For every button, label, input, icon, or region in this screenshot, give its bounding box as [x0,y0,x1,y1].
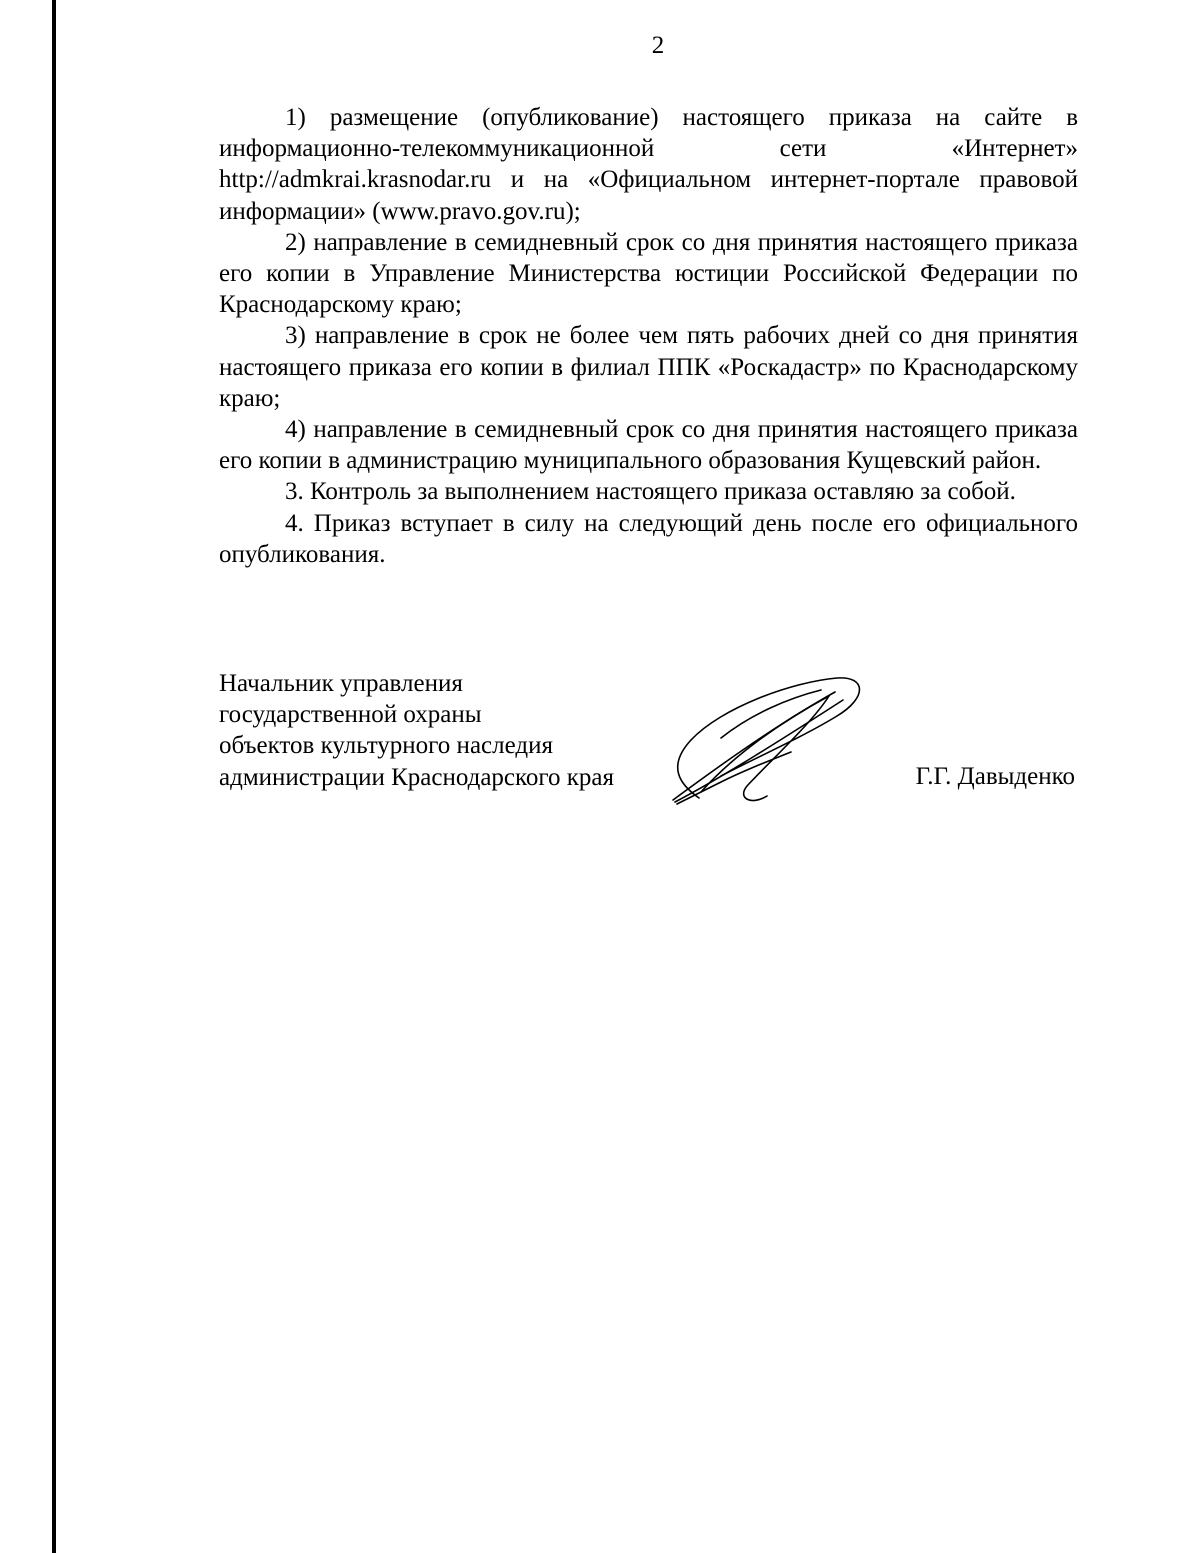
paragraph-6: 4. Приказ вступает в силу на следующий день после его официального опубликования. [219,509,1078,568]
paragraph-2: 2) направление в семидневный срок со дня принятия настоящего приказа его копии в Управление Министерства юстиции Российской Федерации по Краснодарскому краю; [219,228,1078,319]
signatory-name: Г.Г. Давыденко [915,763,1075,790]
signatory-position [219,668,614,793]
paragraph-3: 3) направление в срок не более чем пять рабочих дней со дня принятия настоящего приказа его копии в филиал ППК «Роскадастр» по Краснодарскому краю; [219,322,1078,412]
scan-edge [52,60,56,1553]
signature-block [219,668,1079,828]
document-body [219,102,1078,570]
signatory-position-line: государственной охраны [219,701,482,729]
signatory-position-line: объектов культурного наследия [219,732,553,760]
page-number: 2 [651,32,665,59]
handwritten-signature [661,674,871,810]
paragraph-1: 1) размещение (опубликование) настоящего приказа на сайте в информационно-телекоммуникационной сети «Интернет» http://admkrai.krasnodar.ru и на «Официальном интернет-портале правовой информации» (www.pravo.gov.ru); [219,104,1078,225]
signatory-position-line: Начальник управления [219,670,463,697]
paragraph-5: 3. Контроль за выполнением настоящего приказа оставляю за собой. [285,478,1016,506]
paragraph-4: 4) направление в семидневный срок со дня принятия настоящего приказа его копии в администрацию муниципального образования Кущевский район. [219,416,1078,475]
signatory-position-line: администрации Краснодарского края [219,763,615,791]
